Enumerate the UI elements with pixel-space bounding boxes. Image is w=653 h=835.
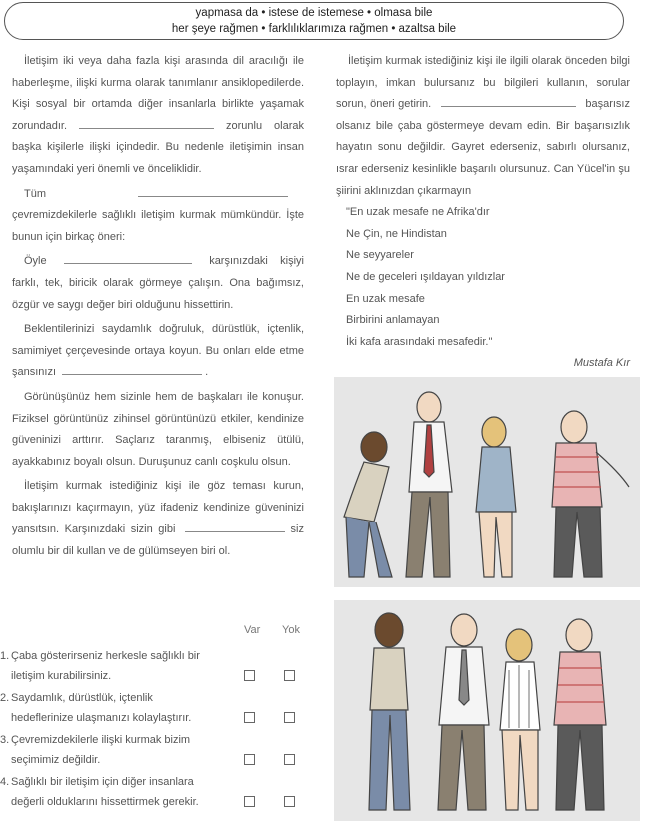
paragraph-6-text-a: İletişim kurmak istediğiniz kişi ile göz teması kurun, bakışlarınızı kaçırmayın, yüz ifadeniz kendinize güveninizi yansıtsın. Karşınızdaki sizin gibi: [12, 480, 304, 536]
word-box-line-2: her şeye rağmen • farklılıklarımıza rağmen • azaltsa bile: [171, 23, 457, 35]
var-checkbox[interactable]: [244, 670, 255, 681]
paragraph-1-text-b: zorunlu olarak başka kişilerle ilişki içindedir. Bu nedenle iletişimin insan yaşamındaki yeri önemli ve önceliklidir.: [12, 119, 304, 175]
yok-checkbox[interactable]: [284, 670, 295, 681]
word-box: [4, 2, 624, 40]
paragraph-4: [12, 319, 304, 384]
word-box-line-1: yapmasa da • istese de istemese • olmasa bile: [195, 7, 433, 19]
illustration-arguing-people: [334, 377, 640, 587]
paragraph-7: [336, 51, 630, 202]
fill-in-blank[interactable]: [79, 118, 214, 129]
paragraph-2-text-b: çevremizdekilerle sağlıklı iletişim kurmak mümkündür. İşte bunun için birkaç öneri:: [12, 209, 304, 243]
quiz-item-line-2: iletişim kurabilirsiniz.: [11, 670, 112, 682]
poem-line: Ne Çin, ne Hindistan: [346, 227, 447, 240]
paragraph-1: [12, 51, 304, 181]
quiz-item-line-1: Sağlıklı bir iletişim için diğer insanlara: [11, 776, 194, 788]
poem-line: "En uzak mesafe ne Afrika'dır: [346, 206, 490, 219]
quiz-item-number: 4.: [0, 776, 10, 788]
fill-in-blank[interactable]: [64, 253, 192, 264]
fill-in-blank[interactable]: [62, 364, 202, 375]
var-checkbox[interactable]: [244, 754, 255, 765]
poem: [346, 202, 630, 353]
fill-in-blank[interactable]: [185, 521, 285, 532]
var-checkbox[interactable]: [244, 712, 255, 723]
column-var: Var: [244, 624, 261, 636]
yok-checkbox[interactable]: [284, 796, 295, 807]
paragraph-5: Görünüşünüz hem sizinle hem de başkaları ile konuşur. Fiziksel görüntünüz zihinsel görüntünüzü etkiler, kendinize güveninizi arttırır. Saçlarız taranmış, elbiseniz ütülü, ayakkabınız boyalı olsun. Duruşunuz canlı coşkulu olsun.: [12, 390, 304, 468]
yok-checkbox[interactable]: [284, 712, 295, 723]
poem-line: Ne seyyareler: [346, 249, 414, 262]
fill-in-blank[interactable]: [441, 96, 576, 107]
paragraph-7-text-b: başarısız olsanız bile çaba göstermeye devam edin. Bir başarısızlık hayatın sonu değildir. Gayret ederseniz, sabırlı olursanız, ısrar ederseniz kesinlikle başarılı olursunuz. Can Yücel'in şu şiirini aklınızdan çıkarmayın: [336, 98, 630, 197]
paragraph-4-text: Beklentilerinizi saydamlık doğruluk, dürüstlük, içtenlik, samimiyet çerçevesinde ortaya koyun. Bu onları elde etme şansınızı: [12, 323, 304, 379]
quiz-item-line-1: Çevremizdekilerle ilişki kurmak bizim: [11, 734, 191, 746]
poem-line: En uzak mesafe: [346, 292, 425, 305]
paragraph-3: [12, 251, 304, 316]
quiz-item-line-1: Saydamlık, dürüstlük, içtenlik: [11, 692, 153, 704]
quiz-item-line-1: Çaba gösterirseniz herkesle sağlıklı bir: [11, 650, 200, 662]
quiz-item-line-2: değerli olduklarını hissettirmek gerekir.: [11, 796, 199, 808]
quiz-item-number: 2.: [0, 692, 10, 704]
poem-line: İki kafa arasındaki mesafedir.": [346, 335, 493, 348]
yok-checkbox[interactable]: [284, 754, 295, 765]
paragraph-6: [12, 476, 304, 562]
quiz-item-number: 1.: [0, 650, 10, 662]
fill-in-blank[interactable]: [138, 186, 288, 197]
quiz-item-number: 3.: [0, 734, 10, 746]
var-checkbox[interactable]: [244, 796, 255, 807]
friendly-people-drawing: [334, 600, 640, 821]
poem-author: Mustafa Kır: [573, 357, 630, 370]
paragraph-3-text-a: Öyle: [24, 255, 47, 268]
paragraph-1-text-a: İletişim iki veya daha fazla kişi arasında dil aracılığı ile haberleşme, ilişki kurma olarak tanımlanır ansiklopedilerde. Kişi sosyal bir ortamda diğer insanlarla birlikte yaşamak zorundadır.: [12, 55, 304, 132]
arguing-people-drawing: [334, 377, 640, 587]
poem-line: Ne de geceleri ışıldayan yıldızlar: [346, 270, 505, 283]
column-yok: Yok: [282, 624, 300, 636]
paragraph-3-text-b: karşınızdaki kişiyi farklı, tek, biricik olarak görmeye çalışın. Ona bağımsız, özgür ve saygı değer biri olduğunu hissettirin.: [12, 255, 304, 311]
paragraph-6-text-b: siz olumlu bir dil kullan ve de gülümseyen biri ol.: [12, 523, 304, 558]
paragraph-2-text-a: Tüm: [24, 187, 46, 200]
paragraph-4-end: .: [205, 366, 209, 379]
paragraph-2: [12, 184, 304, 249]
quiz-item-line-2: seçimimiz değildir.: [11, 754, 101, 766]
quiz-item-line-2: hedeflerinize ulaşmanızı kolaylaştırır.: [11, 712, 192, 724]
illustration-friendly-people: [334, 600, 640, 821]
left-column: [12, 51, 304, 563]
poem-line: Birbirini anlamayan: [346, 314, 440, 327]
right-column: [336, 51, 630, 375]
paragraph-7-text-a: İletişim kurmak istediğiniz kişi ile ilgili olarak önceden bilgi toplayın, imkan bulursanız bu bilgileri kullanın, sorular sorun, öneri getirin.: [336, 55, 630, 111]
